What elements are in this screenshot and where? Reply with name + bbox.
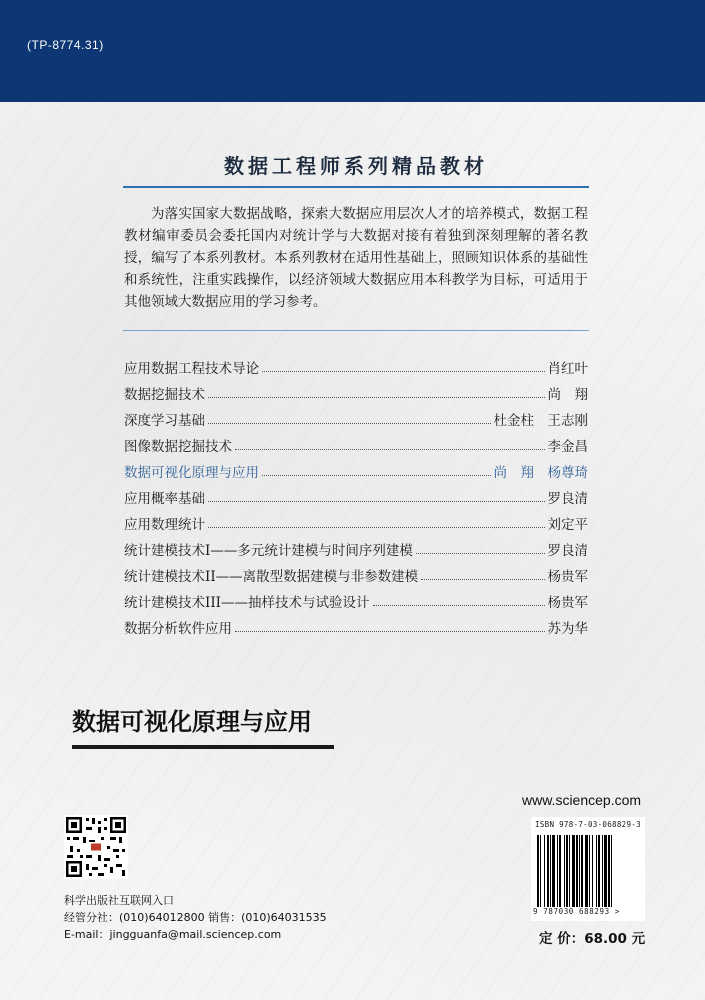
book-entry-title: 应用概率基础 [124, 491, 205, 507]
isbn-number: ISBN 978-7-03-068829-3 [535, 820, 641, 829]
series-book-list [124, 354, 588, 640]
book-entry-author: 杨贵军 [547, 595, 588, 611]
barcode-digits: 9 787030 688293 > [533, 907, 620, 916]
book-entry [124, 588, 588, 614]
leader-dots [421, 579, 544, 580]
price: 定 价：68.00 元 [539, 931, 646, 947]
leader-dots [208, 501, 545, 502]
publisher-email[interactable]: E-mail：jingguanfa@mail.sciencep.com [64, 928, 282, 941]
book-entry-author: 尚 翔 [547, 387, 588, 403]
book-entry [124, 510, 588, 536]
book-entry-title: 统计建模技术II——离散型数据建模与非参数建模 [124, 569, 419, 585]
book-entry [124, 614, 588, 640]
qr-code-icon [64, 815, 128, 879]
leader-dots [262, 371, 545, 372]
barcode-icon [537, 835, 639, 907]
book-entry-title: 深度学习基础 [124, 413, 205, 429]
leader-dots [208, 527, 545, 528]
book-title-underline [72, 745, 334, 749]
book-entry-author: 苏为华 [547, 621, 588, 637]
book-entry-author: 罗良清 [547, 491, 588, 507]
top-banner [0, 0, 705, 102]
book-entry-author: 杜金柱 王志刚 [493, 413, 588, 429]
book-entry-title: 应用数理统计 [124, 517, 205, 533]
book-entry-title: 统计建模技术III——抽样技术与试验设计 [124, 595, 370, 611]
leader-dots [208, 423, 491, 424]
publisher-contact [64, 892, 327, 943]
list-divider [123, 330, 589, 331]
book-entry-author: 杨贵军 [547, 569, 588, 585]
book-entry-author: 罗良清 [547, 543, 588, 559]
series-title-rule [123, 186, 589, 188]
qr-code[interactable] [64, 815, 128, 879]
book-entry [124, 380, 588, 406]
book-entry-title: 数据可视化原理与应用 [124, 465, 259, 481]
book-entry-author: 肖红叶 [547, 361, 588, 377]
book-entry [124, 536, 588, 562]
book-entry-title: 应用数据工程技术导论 [124, 361, 259, 377]
publisher-entry-label: 科学出版社互联网入口 [64, 894, 174, 907]
catalog-code: (TP-8774.31) [27, 38, 104, 52]
book-entry-author: 尚 翔 杨尊琦 [493, 465, 588, 481]
publisher-phone: 经管分社：(010)64012800 销售：(010)64031535 [64, 911, 327, 924]
book-entry [124, 484, 588, 510]
series-intro: 为落实国家大数据战略，探索大数据应用层次人才的培养模式，数据工程教材编审委员会委托国内对统计学与大数据对接有着独到深刻理解的著名教授，编写了本系列教材。本系列教材在适用性基础上，照顾知识体系的基础性和系统性，注重实践操作，以经济领域大数据应用本科教学为目标，可适用于其他领域大数据应用的学习参考。 [124, 206, 588, 310]
book-title: 数据可视化原理与应用 [72, 708, 312, 736]
book-entry-current [124, 458, 588, 484]
book-entry-title: 数据挖掘技术 [124, 387, 205, 403]
leader-dots [235, 449, 545, 450]
leader-dots [416, 553, 545, 554]
publisher-website[interactable]: www.sciencep.com [522, 792, 642, 808]
leader-dots [235, 631, 545, 632]
book-entry [124, 562, 588, 588]
book-entry [124, 432, 588, 458]
book-entry-author: 李金昌 [547, 439, 588, 455]
leader-dots [262, 475, 491, 476]
leader-dots [208, 397, 545, 398]
isbn-barcode [531, 817, 645, 921]
leader-dots [373, 605, 545, 606]
book-entry-title: 数据分析软件应用 [124, 621, 232, 637]
book-entry-title: 图像数据挖掘技术 [124, 439, 232, 455]
series-title: 数据工程师系列精品教材 [224, 154, 488, 178]
book-entry-title: 统计建模技术I——多元统计建模与时间序列建模 [124, 543, 413, 559]
book-entry [124, 354, 588, 380]
book-entry [124, 406, 588, 432]
book-entry-author: 刘定平 [547, 517, 588, 533]
